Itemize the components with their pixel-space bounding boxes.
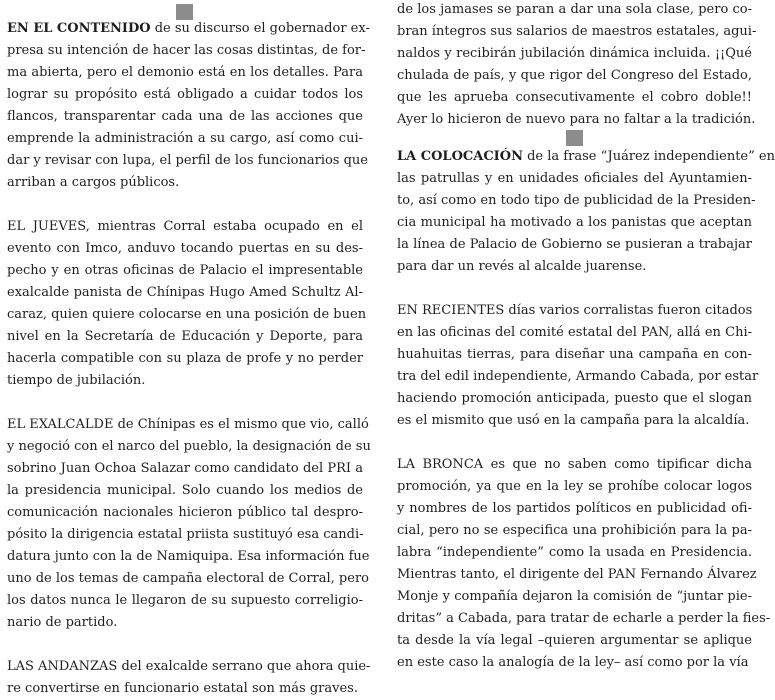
paragraph-lead: LA COLOCACIÓN (397, 149, 523, 164)
text-line: dar y revisar con lupa, el perfil de los funcionarios que (7, 153, 368, 168)
text-line: labra “independiente” como la usada en Presidencia. (397, 545, 752, 560)
text-line: los datos nunca le llegaron de su supuesto correligio- (7, 593, 363, 608)
paragraph-first-line (397, 454, 752, 476)
text-line: ma abierta, pero el demonio está en los detalles. Para (7, 65, 363, 80)
paragraph-lead: LA BRONCA (397, 457, 484, 472)
text-line: en este caso la analogía de la ley– así como por la vía (397, 655, 749, 670)
text-line: naldos y recibirán jubilación dinámica incluida. ¡¡Qué (397, 46, 752, 61)
text-line: nario de partido. (7, 615, 118, 630)
paragraph-text: de Chínipas es el mismo que vio, calló (113, 417, 369, 432)
text-line: presa su intención de hacer las cosas distintas, de for- (7, 43, 366, 58)
text-line: sobrino Juan Ochoa Salazar como candidato del PRI a (7, 461, 363, 476)
text-line: chulada de país, y que rigor del Congreso del Estado, (397, 68, 752, 83)
paragraph-lead: EL EXALCALDE (7, 417, 114, 432)
text-line: las patrullas y en unidades oficiales del Ayuntamien- (397, 171, 752, 186)
paragraph-first-line (397, 300, 752, 322)
text-line: exalcalde panista de Chínipas Hugo Amed Schultz Al- (7, 285, 363, 300)
paragraph-text: mientras Corral estaba ocupado en el (89, 219, 363, 234)
paragraph-first-line (7, 656, 371, 678)
text-line: comunicación nacionales hicieron público tal despro- (7, 505, 363, 520)
text-line: Mientras tanto, el dirigente del PAN Fernando Álvarez (397, 567, 757, 582)
text-line: lograr su propósito está obligado a cuidar todos los (7, 87, 363, 102)
text-line: bran íntegros sus salarios de maestros estatales, agui- (397, 24, 757, 39)
paragraph-lead: EN EL CONTENIDO (7, 21, 151, 36)
text-line: la línea de Palacio de Gobierno se pusieran a trabajar (397, 237, 752, 252)
text-line: y nombres de los partidos políticos en publicidad ofi- (397, 501, 752, 516)
text-line: hacerla compatible con su plaza de profe y no perder (7, 351, 363, 366)
text-line: haciendo promoción anticipada, puesto que el slogan (397, 391, 752, 406)
text-line: promoción, ya que en la ley se prohíbe colocar logos (397, 479, 752, 494)
text-line: ta desde la vía legal –quieren argumentar se aplique (397, 633, 752, 648)
paragraph-text: del exalcalde serrano que ahora quie- (117, 659, 371, 674)
paragraph-text: de su discurso el gobernador ex- (150, 21, 370, 36)
text-line: pósito la dirigencia estatal priista sustituyó esa candi- (7, 527, 364, 542)
text-line: en las oficinas del comité estatal del PAN, allá en Chi- (397, 325, 752, 340)
paragraph-text: es que no saben como tipificar dicha (483, 457, 752, 472)
text-line: pecho y en otras oficinas de Palacio el impresentable (7, 263, 363, 278)
text-line: flancos, transparentar cada una de las acciones que (7, 109, 363, 124)
paragraph-first-line (397, 146, 775, 168)
text-line: datura junto con la de Namiquipa. Esa información fue (7, 549, 370, 564)
text-line: cial, pero no se especifica una prohibición para la pa- (397, 523, 752, 538)
text-line: dritas” a Cabada, para tratar de echarle a perder la fies- (397, 611, 771, 626)
text-line: uno de los temas de campaña electoral de Corral, pero (7, 571, 369, 586)
text-line: es el mismito que usó en la campaña para la alcaldía. (397, 413, 750, 428)
paragraph-text: de la frase “Juárez independiente” en (522, 149, 775, 164)
text-line: emprende la administración a su cargo, así como cui- (7, 131, 363, 146)
paragraph-text: días varios corralistas fueron citados (504, 303, 753, 318)
paragraph-first-line (7, 414, 369, 436)
text-line: para dar un revés al alcalde juarense. (397, 259, 647, 274)
text-line: re convertirse en funcionario estatal son más graves. (7, 681, 358, 696)
text-line: cia municipal ha motivado a los panistas que aceptan (397, 215, 752, 230)
text-line: caraz, quien quiere colocarse en una posición de buen (7, 307, 367, 322)
paragraph-lead: EL JUEVES, (7, 219, 90, 234)
paragraph-first-line (7, 18, 370, 40)
text-line: tra del edil independiente, Armando Cabada, por estar (397, 369, 759, 384)
text-line: la presidencia municipal. Solo cuando los medios de (7, 483, 363, 498)
paragraph-first-line (7, 216, 363, 238)
paragraph-lead: LAS ANDANZAS (7, 659, 118, 674)
text-line: evento con Imco, anduvo tocando puertas en su des- (7, 241, 363, 256)
text-line: huahuitas tierras, para diseñar una campaña en con- (397, 347, 752, 362)
text-line: nivel en la Secretaría de Educación y Deporte, para (7, 329, 363, 344)
section-separator-square (566, 130, 583, 146)
text-line: to, así como en todo tipo de publicidad de la Presiden- (397, 193, 756, 208)
text-line: arriban a cargos públicos. (7, 175, 180, 190)
text-line: que les aprueba consecutivamente el cobro doble!! (397, 90, 752, 105)
paragraph-lead: EN RECIENTES (397, 303, 505, 318)
text-line: Monje y compañía dejaron la comisión de “juntar pie- (397, 589, 752, 604)
text-line: de los jamases se paran a dar una sola clase, pero co- (397, 2, 752, 17)
text-line: Ayer lo hicieron de nuevo para no faltar a la tradición. (397, 112, 756, 127)
text-line: tiempo de jubilación. (7, 373, 146, 388)
text-line: y negoció con el narco del pueblo, la designación de su (7, 439, 371, 454)
